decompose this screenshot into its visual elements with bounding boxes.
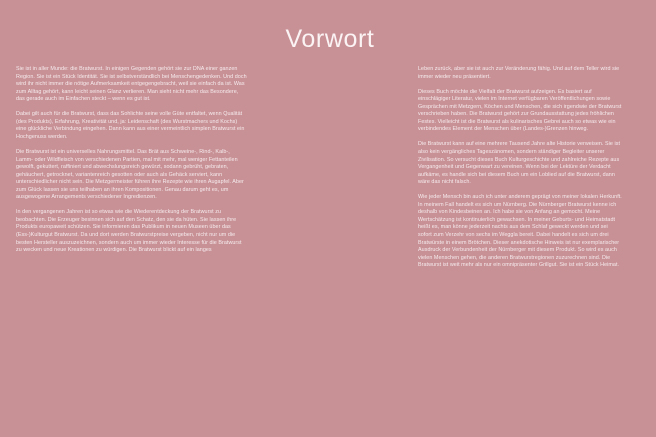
paragraph: Die Bratwurst ist ein universelles Nahrungsmittel. Das Brät aus Schweine-, Rind-, Kalb-, Lamm- oder Wildfleisch von verschiedenen Partien, mal mit mehr, mal weniger Fettanteilen gewolft, gekuttert, raffiniert und abwechslungsreich gewürzt, sodann gebrüht, gebraten, gehäuchert, getrocknet, variantenreich gesotten oder auch als Gehäck serviert, kann unterschiedlicher nicht sein. Die Metzgermeister führen ihre Rezepte wie ihren Augapfel. Aber zum Glück lassen sie uns teilhaben an ihren Kompositionen. Genau darum geht es, um ausgewogene Arrangements verschiedener Ingredienzen.: [16, 149, 244, 201]
page-title: Vorwort: [285, 24, 375, 53]
paragraph: Die Bratwurst kann auf eine mehrere Tausend Jahre alte Historie verweisen. Sie ist also kein vergängliches Tageszänomen, sondern ständiger Begleiter unserer Zivilisation. So versucht dieses Buch Kulturgeschichte und zahlreiche Rezepte aus Vergangenheit und Gegenwart zu vereinen. Wenn bei der Lektüre der Verdacht aufkäme, es handle sich bei diesem Buch um ein Loblied auf die Bratwurst, dann wäre das nicht falsch.: [418, 141, 621, 186]
paragraph: In den vergangenen Jahren ist so etwas wie die Wiederentdeckung der Bratwurst zu beobachten. Die Erzeuger besinnen sich auf den Schatz, den sie da hüten. Sie lassen ihre Produkts europaweit schützen. Sie informieren das Publikum in neuen Museen über das (Ess-)Kulturgut Bratwurst. Da und dort werden Bratwurstpreise vergeben, nicht nur um die besten Hersteller auszuzeichnen, sondern auch um immer wieder Interesse für die Bratwurst zu wecken und neue Kreationen zu würdigen. Die Bratwurst blickt auf ein langes: [16, 209, 242, 254]
paragraph: Dabei gilt auch für die Bratwurst, dass das Sohlichte seine volle Güte entfaltet, wenn Qualität (des Produkts), Erfahrung, Kreativität und, ja: Leidenschaft (des Wurstmachers und Kochs) eine glückliche Verbindung eingehen. Dann kann aus einer vermeintlich simplen Bratwurst ein Hochgenuss werden.: [16, 111, 245, 140]
paragraph: Dieses Buch möchte die Vielfalt der Bratwurst aufzeigen. Es basiert auf einschlägiger Literatur, vielen im Internet verfügbaren Veröffentlichungen sowie Gesprächen mit Metzgern, Köchen und Menschen, die sich irgendwie der Bratwurst verschrieben haben. Die Bratwurst gehört zur Grundausstattung jedes fröhlichen Festes. Vielleicht ist die Bratwurst als kulinarisches Gebrei auch so etwas wie ein verbindendes Element der Menschen über (Landes-)Grenzen hinweg.: [418, 88, 622, 133]
paragraph: Sie ist in aller Munde: die Bratwurst. In einigen Gegenden gehört sie zur DNA einer ganzen Region. Sie ist ein Stück Identität. Sie ist selbstverständlich bei Menschengedenken. Und doch wird ihr nicht immer die nötige Aufmerksamkeit entgegengebracht, weil sie einfach da ist. Was zum Alltag gehört, kann leicht seinen Glanz verlieren. Man sieht nicht mehr das Besondere, das gerade auch im Einfachen steckt – wenn es gut ist.: [16, 66, 247, 103]
text-column-left: [16, 66, 247, 262]
paragraph: Leben zurück, aber sie ist auch zur Veränderung fähig. Und auf dem Teller wird sie immer wieder neu präsentiert.: [418, 66, 620, 80]
paragraph: Wie jeder Mensch bin auch ich unter anderem geprägt von meiner lokalen Herkunft. In meinem Fall handelt es sich um Nürnberg. Die Nürnberger Bratwurst kenne ich deshalb von Kindesbeinen an. Ich habe sie von Anfang an gemocht. Meine Wertschätzung ist kontinuierlich gewachsen. In meiner Geburts- und Heimatstadt heißt es, man könne jederzeit nachts aus dem Schlaf geweckt werden und sei sofort zum Verzehr von sechs im Weggla bereit. Dabei handelt es sich um drei Bratwürste in einem Brötchen. Dieser anekdotische Hinweis ist nur exemplarischer Ausdruck der Verbundenheit der Nürnberger mit diesem Produkt. So wird es auch vielen Menschen gehen, die anderen Bratwurstregionen zuzurechnen sind. Die Bratwurst ist weit mehr als nur ein omnipräsenter Grillgut. Sie ist ein Stück Heimat.: [418, 194, 622, 269]
text-column-right: [418, 66, 623, 277]
